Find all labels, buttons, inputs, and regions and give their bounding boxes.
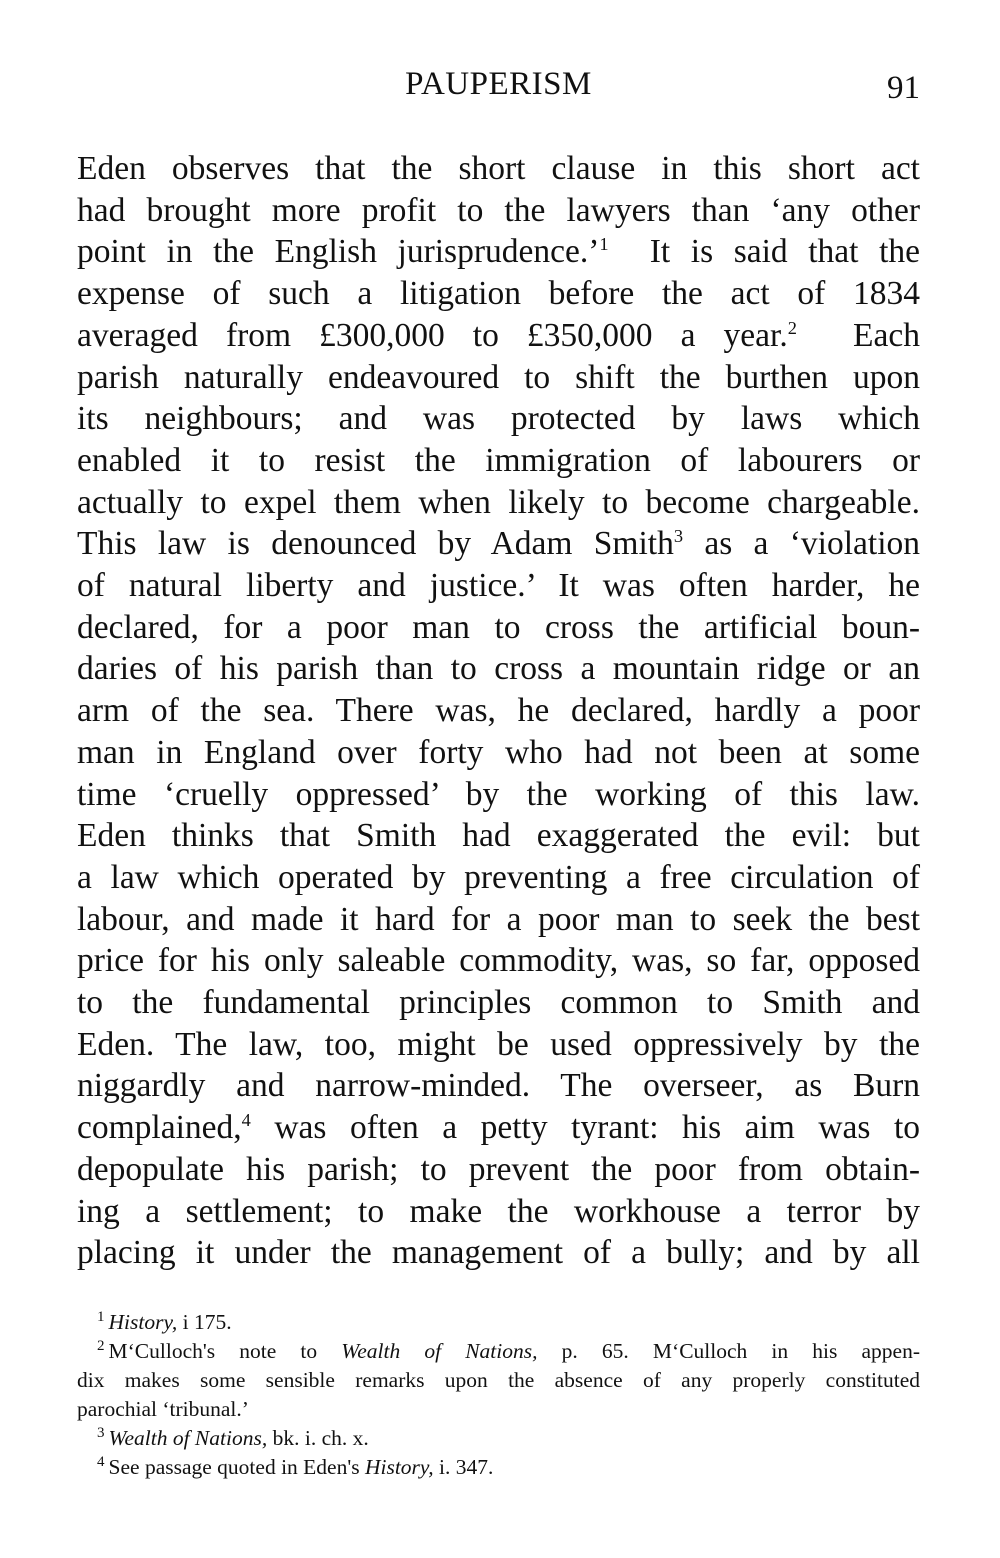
text-line: Eden thinks that Smith had exaggerated the evil: but <box>77 817 920 855</box>
footnote-mark: 3 <box>97 1424 105 1441</box>
text-line: parish naturally endeavoured to shift the burthen upon <box>77 358 920 396</box>
text-line: averaged from £300,000 to £350,000 a year.$^2$ Each <box>77 316 920 354</box>
text-line: daries of his parish than to cross a mountain ridge or an <box>77 650 920 688</box>
footnote-2-continued: dix makes some sensible remarks upon the absence of any properly constituted <box>77 1367 920 1392</box>
text-line: declared, for a poor man to cross the artificial boun- <box>77 608 920 646</box>
text-line: This law is denounced by Adam Smith$^3$ as a ‘violation <box>77 525 920 563</box>
text-line: ing a settlement; to make the workhouse a terror by <box>77 1192 920 1230</box>
text-line: of natural liberty and justice.’ It was often harder, he <box>77 567 920 605</box>
text-line: enabled it to resist the immigration of labourers or <box>77 441 920 479</box>
footnote-mark: 2 <box>97 1337 105 1354</box>
footnote-1: $^1$ History, i 175. <box>97 1308 232 1334</box>
text-line: niggardly and narrow-minded. The overseer, as Burn <box>77 1067 920 1105</box>
book-page <box>77 62 920 1482</box>
text-line: price for his only saleable commodity, was, so far, opposed <box>77 942 920 980</box>
text-line: point in the English jurisprudence.’$^1$ It is said that the <box>77 233 920 271</box>
text-line: labour, and made it hard for a poor man to seek the best <box>77 900 920 938</box>
text-line: arm of the sea. There was, he declared, hardly a poor <box>77 692 920 730</box>
footnote-ref-3[interactable]: 3 <box>673 526 684 547</box>
footnote-2: $^2$ M‘Culloch's note to Wealth of Nations, p. 65. M‘Culloch in his appen- <box>97 1337 920 1363</box>
footnote-3: $^3$ Wealth of Nations, bk. i. ch. x. <box>97 1424 369 1450</box>
text-line: to the fundamental principles common to Smith and <box>77 984 920 1022</box>
footnotes <box>77 1308 920 1482</box>
text-line: had brought more profit to the lawyers than ‘any other <box>77 191 920 229</box>
text-line: placing it under the management of a bully; and by all <box>77 1234 920 1272</box>
text-line: its neighbours; and was protected by laws which <box>77 400 920 438</box>
footnote-mark: 1 <box>97 1308 105 1325</box>
body-text <box>77 148 920 1274</box>
text-line: actually to expel them when likely to become chargeable. <box>77 483 920 521</box>
text-line: complained,$^4$ was often a petty tyrant: his aim was to <box>77 1109 921 1147</box>
text-line: expense of such a litigation before the act of 1834 <box>77 275 920 313</box>
footnote-ref-2[interactable]: 2 <box>787 317 797 338</box>
footnote-ref-1[interactable]: 1 <box>599 234 609 255</box>
footnote-4: $^4$ See passage quoted in Eden's History, i. 347. <box>97 1453 494 1479</box>
text-line: depopulate his parish; to prevent the poor from obtain- <box>77 1150 920 1188</box>
text-line: Eden observes that the short clause in this short act <box>77 150 920 187</box>
text-line: Eden. The law, too, might be used oppressively by the <box>77 1025 920 1063</box>
text-line: man in England over forty who had not been at some <box>77 733 920 771</box>
running-head: PAUPERISM <box>405 66 592 102</box>
page-number: 91 <box>887 70 920 106</box>
text-line: a law which operated by preventing a free circulation of <box>77 858 920 896</box>
footnote-ref-4[interactable]: 4 <box>241 1110 251 1131</box>
footnote-mark: 4 <box>97 1453 105 1470</box>
page-header <box>77 62 920 114</box>
text-line: time ‘cruelly oppressed’ by the working of this law. <box>77 775 920 813</box>
footnote-2-continued: parochial ‘tribunal.’ <box>77 1396 249 1421</box>
